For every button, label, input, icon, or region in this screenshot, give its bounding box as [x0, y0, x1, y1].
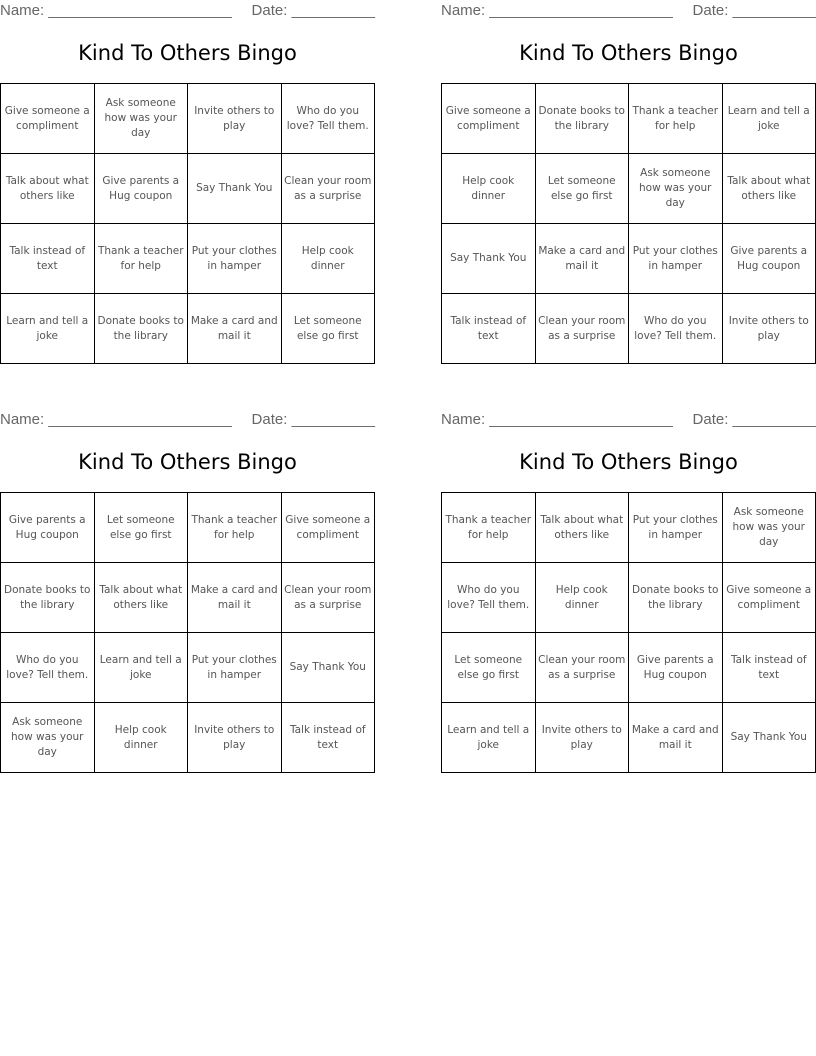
- bingo-cell: Thank a teacher for help: [188, 493, 282, 563]
- bingo-cell: Make a card and mail it: [188, 294, 282, 364]
- name-field-label: Name: ______________________: [0, 411, 232, 428]
- bingo-cell: Help cook dinner: [535, 563, 629, 633]
- card-title: Kind To Others Bingo: [78, 450, 297, 474]
- grid-row: [1, 154, 375, 224]
- bingo-cell: Talk instead of text: [1, 224, 95, 294]
- bingo-card: [0, 409, 375, 773]
- bingo-cell: Give someone a compliment: [281, 493, 375, 563]
- name-field-label: Name: ______________________: [0, 2, 232, 19]
- bingo-cell: Say Thank You: [722, 703, 816, 773]
- bingo-cell: Thank a teacher for help: [94, 224, 188, 294]
- bingo-cell: Who do you love? Tell them.: [629, 294, 723, 364]
- bingo-cell: Talk about what others like: [94, 563, 188, 633]
- bingo-cell: Learn and tell a joke: [94, 633, 188, 703]
- grid-row: [442, 84, 816, 154]
- bingo-cell: Talk instead of text: [722, 633, 816, 703]
- bingo-card: [0, 0, 375, 364]
- name-field-label: Name: ______________________: [441, 2, 673, 19]
- bingo-cell: Make a card and mail it: [629, 703, 723, 773]
- bingo-cell: Help cook dinner: [281, 224, 375, 294]
- bingo-cell: Ask someone how was your day: [629, 154, 723, 224]
- bingo-cell: Clean your room as a surprise: [535, 294, 629, 364]
- bingo-cell: Help cook dinner: [94, 703, 188, 773]
- grid-row: [1, 633, 375, 703]
- bingo-cell: Give someone a compliment: [1, 84, 95, 154]
- bingo-cell: Clean your room as a surprise: [281, 563, 375, 633]
- bingo-cell: Give someone a compliment: [722, 563, 816, 633]
- bingo-cell: Talk about what others like: [535, 493, 629, 563]
- bingo-cell: Learn and tell a joke: [722, 84, 816, 154]
- bingo-cell: Donate books to the library: [629, 563, 723, 633]
- bingo-cell: Make a card and mail it: [535, 224, 629, 294]
- grid-row: [442, 294, 816, 364]
- grid-row: [1, 224, 375, 294]
- grid-row: [442, 703, 816, 773]
- bingo-cell: Say Thank You: [442, 224, 536, 294]
- bingo-cell: Ask someone how was your day: [722, 493, 816, 563]
- bingo-cell: Give someone a compliment: [442, 84, 536, 154]
- name-date-line: [0, 411, 375, 429]
- bingo-cell: Give parents a Hug coupon: [722, 224, 816, 294]
- grid-row: [1, 294, 375, 364]
- name-date-line: [0, 2, 375, 20]
- grid-row: [1, 703, 375, 773]
- bingo-cell: Ask someone how was your day: [1, 703, 95, 773]
- bingo-cell: Let someone else go first: [535, 154, 629, 224]
- bingo-cell: Invite others to play: [535, 703, 629, 773]
- bingo-cell: Talk instead of text: [281, 703, 375, 773]
- bingo-cell: Thank a teacher for help: [629, 84, 723, 154]
- bingo-cell: Ask someone how was your day: [94, 84, 188, 154]
- bingo-cell: Give parents a Hug coupon: [94, 154, 188, 224]
- bingo-cell: Make a card and mail it: [188, 563, 282, 633]
- bingo-cell: Talk about what others like: [1, 154, 95, 224]
- name-date-line: [441, 2, 816, 20]
- bingo-cell: Say Thank You: [281, 633, 375, 703]
- grid-row: [442, 224, 816, 294]
- bingo-cell: Let someone else go first: [94, 493, 188, 563]
- bingo-grid: [0, 83, 375, 364]
- bingo-cell: Let someone else go first: [442, 633, 536, 703]
- bingo-cell: Who do you love? Tell them.: [442, 563, 536, 633]
- bingo-cell: Give parents a Hug coupon: [1, 493, 95, 563]
- bingo-cell: Put your clothes in hamper: [188, 224, 282, 294]
- bingo-cell: Clean your room as a surprise: [535, 633, 629, 703]
- bingo-cell: Donate books to the library: [94, 294, 188, 364]
- bingo-cell: Invite others to play: [188, 703, 282, 773]
- name-date-line: [441, 411, 816, 429]
- bingo-cell: Invite others to play: [188, 84, 282, 154]
- grid-row: [442, 493, 816, 563]
- bingo-card: [441, 0, 816, 364]
- bingo-cell: Learn and tell a joke: [442, 703, 536, 773]
- bingo-grid: [441, 492, 816, 773]
- bingo-cell: Invite others to play: [722, 294, 816, 364]
- bingo-cell: Donate books to the library: [535, 84, 629, 154]
- card-title: Kind To Others Bingo: [519, 450, 738, 474]
- bingo-cell: Thank a teacher for help: [442, 493, 536, 563]
- bingo-grid: [441, 83, 816, 364]
- bingo-cell: Clean your room as a surprise: [281, 154, 375, 224]
- bingo-cell: Donate books to the library: [1, 563, 95, 633]
- card-title: Kind To Others Bingo: [78, 41, 297, 65]
- grid-row: [1, 84, 375, 154]
- grid-row: [442, 154, 816, 224]
- bingo-cell: Let someone else go first: [281, 294, 375, 364]
- bingo-cell: Put your clothes in hamper: [188, 633, 282, 703]
- bingo-cell: Say Thank You: [188, 154, 282, 224]
- bingo-cell: Put your clothes in hamper: [629, 493, 723, 563]
- card-title: Kind To Others Bingo: [519, 41, 738, 65]
- grid-row: [1, 493, 375, 563]
- bingo-cell: Who do you love? Tell them.: [281, 84, 375, 154]
- bingo-cell: Help cook dinner: [442, 154, 536, 224]
- bingo-cell: Talk about what others like: [722, 154, 816, 224]
- bingo-card: [441, 409, 816, 773]
- grid-row: [1, 563, 375, 633]
- bingo-grid: [0, 492, 375, 773]
- date-field-label: Date: __________: [692, 2, 816, 19]
- grid-row: [442, 563, 816, 633]
- bingo-cell: Who do you love? Tell them.: [1, 633, 95, 703]
- bingo-cell: Give parents a Hug coupon: [629, 633, 723, 703]
- date-field-label: Date: __________: [251, 411, 375, 428]
- bingo-cell: Talk instead of text: [442, 294, 536, 364]
- name-field-label: Name: ______________________: [441, 411, 673, 428]
- date-field-label: Date: __________: [251, 2, 375, 19]
- bingo-cell: Learn and tell a joke: [1, 294, 95, 364]
- grid-row: [442, 633, 816, 703]
- date-field-label: Date: __________: [692, 411, 816, 428]
- bingo-cell: Put your clothes in hamper: [629, 224, 723, 294]
